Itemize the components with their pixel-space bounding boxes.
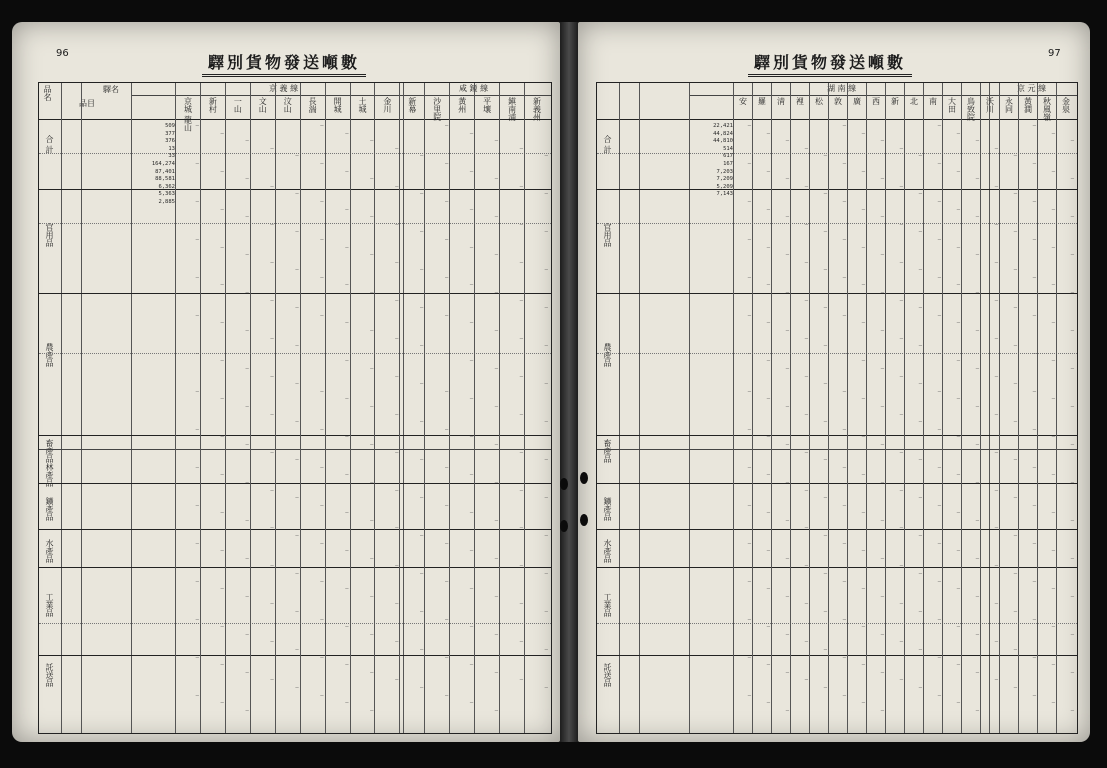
station-figures: — — — — — — — — — — — — — — —: [270, 145, 274, 684]
corner-label: 品目: [79, 99, 95, 108]
group-label: 工業品: [45, 593, 54, 617]
group-label: 託送品: [603, 663, 612, 687]
station-header: 淸: [776, 97, 786, 105]
page-title: 驛別貨物發送噸數: [202, 50, 366, 77]
station-header: 黃澗: [1023, 97, 1033, 113]
station-figures: — — — — — — — — — — — — — — — —: [320, 123, 324, 699]
station-figures: — — — — — — — — — — — — — — — —: [220, 130, 224, 707]
book-gutter: [560, 22, 578, 742]
station-figures: — — — — — — — — — — — — — — — —: [494, 138, 499, 714]
station-figures: — — — — — — — — — — — — — — —: [295, 153, 299, 691]
station-header: 大田: [947, 97, 957, 113]
station-header: 一山: [233, 97, 243, 113]
right-page: [578, 22, 1090, 742]
station-header: 安: [738, 97, 748, 105]
group-label: 林產品: [45, 463, 54, 487]
sample-figures: 509 377 376 13 33 164,274 87,401 88,581 6,362 5,363 2,885: [151, 123, 175, 205]
station-header: 秋風嶺: [1042, 97, 1052, 121]
station-header: 羅: [757, 97, 767, 105]
corner-label: 驛名: [103, 85, 119, 94]
group-label: 合 計: [603, 135, 612, 154]
station-figures: — — — — — — — — — — — — — — — —: [937, 123, 941, 699]
station-header: 開城: [333, 97, 343, 113]
station-header: 廣: [852, 97, 862, 105]
station-header: 金川: [382, 97, 392, 113]
binding-hole: [560, 520, 568, 532]
station-header: 平壤: [482, 97, 492, 113]
group-label: 官用品: [45, 223, 54, 247]
group-label: 鑛產品: [45, 497, 54, 521]
station-header: 鎭南浦: [507, 97, 517, 121]
station-figures: — — — — — — — — — — — — — — — —: [785, 138, 789, 714]
station-header: 松: [814, 97, 824, 105]
station-figures: — — — — — — — — — — — — — — —: [823, 153, 827, 691]
station-figures: — — — — — — — — — — — — — — —: [395, 145, 399, 684]
station-header: 汶山: [283, 97, 293, 113]
station-header: 沃川: [985, 97, 995, 113]
station-figures: — — — — — — — — — — — — — — — —: [1032, 123, 1036, 699]
station-header: 裡: [795, 97, 805, 105]
station-header: 敦: [833, 97, 843, 105]
line-name: 京 義 線: [269, 84, 299, 93]
station-header: 新: [890, 97, 900, 105]
sample-figures: 22,421 44,824 44,810 514 617 167 7,203 7,209 5,209 7,143: [713, 123, 733, 198]
station-figures: — — — — — — — — — — — — — — — —: [956, 130, 960, 707]
station-figures: — — — — — — — — — — — — — — — —: [766, 130, 770, 707]
station-figures: — — — — — — — — — — — — — — —: [918, 153, 922, 691]
binding-hole: [580, 472, 588, 484]
station-figures: — — — — — — — — — — — — — — —: [519, 145, 524, 684]
station-header: 永同: [1004, 97, 1014, 113]
station-figures: — — — — — — — — — — — — — — —: [804, 145, 808, 684]
station-figures: — — — — — — — — — — — — — — — —: [842, 123, 846, 699]
station-figures: — — — — — — — — — — — — — — — —: [975, 138, 979, 714]
station-figures: — — — — — — — — — — — — — — —: [544, 153, 548, 691]
station-header: 金泉: [1061, 97, 1071, 113]
station-figures: — — — — — — — — — — — — — — —: [899, 145, 903, 684]
station-header: 新義州: [532, 97, 542, 121]
page-number: 97: [1048, 48, 1061, 59]
station-header: 文山: [258, 97, 268, 113]
station-header: 沙里院: [432, 97, 442, 121]
group-label: 合 計: [45, 135, 54, 154]
station-figures: — — — — — — — — — — — — — — —: [1013, 153, 1017, 691]
station-header: 新幕: [407, 97, 417, 113]
group-label: 託送品: [45, 663, 54, 687]
station-figures: — — — — — — — — — — — — — — — —: [469, 130, 474, 707]
group-label: 水產品: [45, 539, 54, 563]
station-header: 南: [928, 97, 938, 105]
station-figures: — — — — — — — — — — — — — — — —: [861, 130, 865, 707]
left-page: [12, 22, 560, 742]
station-header: 新村: [208, 97, 218, 113]
station-figures: — — — — — — — — — — — — — — — —: [444, 123, 449, 699]
group-label: 農產品: [603, 343, 612, 367]
group-label: 農產品: [45, 343, 54, 367]
station-figures: — — — — — — — — — — — — — — — —: [345, 130, 349, 707]
station-header: 鳥致院: [966, 97, 976, 121]
page-number: 96: [56, 48, 69, 59]
station-figures: — — — — — — — — — — — — — — — —: [245, 138, 249, 714]
line-name: 湖 南 線: [827, 84, 857, 93]
station-figures: — — — — — — — — — — — — — — — —: [195, 123, 199, 699]
group-label: 畜產品: [45, 439, 54, 463]
freight-table-right: [596, 82, 1078, 734]
station-figures: — — — — — — — — — — — — — — —: [420, 153, 424, 691]
station-figures: — — — — — — — — — — — — — — — —: [747, 123, 751, 699]
group-label: 水產品: [603, 539, 612, 563]
binding-hole: [580, 514, 588, 526]
station-header: 黃州: [457, 97, 467, 113]
freight-table-left: [38, 82, 552, 734]
line-name: 咸 鏡 線: [459, 84, 489, 93]
station-figures: — — — — — — — — — — — — — — — —: [1070, 138, 1074, 714]
line-name: 京 元 線: [1017, 84, 1047, 93]
station-header: 土城: [358, 97, 367, 113]
page-title: 驛別貨物發送噸數: [748, 50, 912, 77]
station-header: 西: [871, 97, 881, 105]
group-label: 鑛產品: [603, 497, 612, 521]
station-figures: — — — — — — — — — — — — — — — —: [370, 138, 374, 714]
station-figures: — — — — — — — — — — — — — — —: [994, 145, 998, 684]
group-label: 官用品: [603, 223, 612, 247]
station-figures: — — — — — — — — — — — — — — — —: [880, 138, 884, 714]
corner-label: 品名: [43, 85, 52, 101]
binding-hole: [560, 478, 568, 490]
group-label: 工業品: [603, 593, 612, 617]
station-header: 長湍: [308, 97, 318, 113]
station-figures: — — — — — — — — — — — — — — — —: [1051, 130, 1055, 707]
group-label: 畜產品: [603, 439, 612, 463]
station-header: 京城 龍山: [183, 97, 193, 132]
station-header: 北: [909, 97, 919, 105]
